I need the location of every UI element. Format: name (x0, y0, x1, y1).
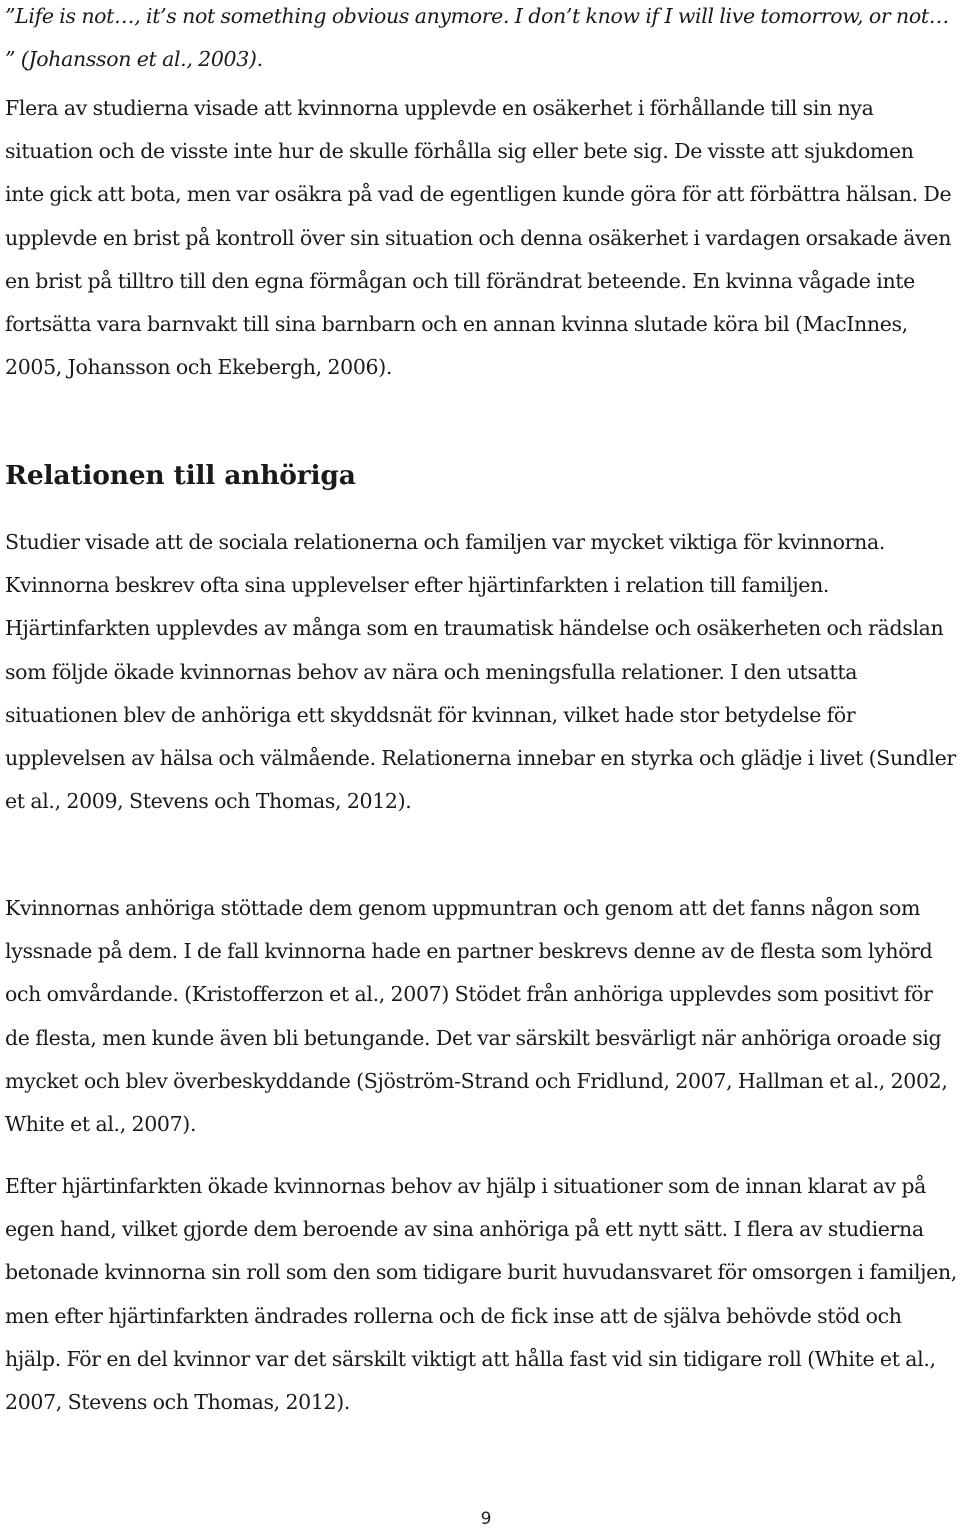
quote-paragraph: ”Life is not…, it’s not something obvious anymore. I don’t know if I will live tomorrow, or not… ” (Johansson et al., 2003). (5, 4, 949, 72)
body-paragraph-support: Kvinnornas anhöriga stöttade dem genom uppmuntran och genom att det fanns någon som lyssnade på dem. I de fall kvinnorna hade en partner beskrevs denne av de flesta som lyhörd och omvårdande. (Kristofferzon et al., 2007) Stödet från anhöriga upplevdes som positivt för de flesta, men kunde även bli betungande. Det var särskilt besvärligt när anhöriga oroade sig mycket och blev överbeskyddande (Sjöström-Strand och Fridlund, 2007, Hallman et al., 2002, White et al., 2007). (5, 896, 948, 1137)
body-paragraph-roles: Efter hjärtinfarkten ökade kvinnornas behov av hjälp i situationer som de innan klarat av på egen hand, vilket gjorde dem beroende av sina anhöriga på ett nytt sätt. I flera av studierna betonade kvinnorna sin roll som den som tidigare burit huvudansvaret för omsorgen i familjen, men efter hjärtinfarkten ändrades rollerna och de fick inse att de själva behövde stöd och hjälp. För en del kvinnor var det särskilt viktigt att hålla fast vid sin tidigare roll (White et al., 2007, Stevens och Thomas, 2012). (5, 1174, 957, 1415)
page-number: 9 (480, 1509, 492, 1529)
body-paragraph-uncertainty: Flera av studierna visade att kvinnorna upplevde en osäkerhet i förhållande till sin nya situation och de visste inte hur de skulle förhålla sig eller bete sig. De visste att sjukdomen inte gick att bota, men var osäkra på vad de egentligen kunde göra för att förbättra hälsan. De upplevde en brist på kontroll över sin situation och denna osäkerhet i vardagen orsakade även en brist på tilltro till den egna förmågan och till förändrat beteende. En kvinna vågade inte fortsätta vara barnvakt till sina barnbarn och en annan kvinna slutade köra bil (MacInnes, 2005, Johansson och Ekebergh, 2006). (5, 96, 952, 380)
body-paragraph-relations: Studier visade att de sociala relationerna och familjen var mycket viktiga för kvinnorna. Kvinnorna beskrev ofta sina upplevelser efter hjärtinfarkten i relation till familjen. Hjärtinfarkten upplevdes av många som en traumatisk händelse och osäkerheten och rädslan som följde ökade kvinnornas behov av nära och meningsfulla relationer. I den utsatta situationen blev de anhöriga ett skyddsnät för kvinnan, vilket hade stor betydelse för upplevelsen av hälsa och välmående. Relationerna innebar en styrka och glädje i livet (Sundler et al., 2009, Stevens och Thomas, 2012). (5, 530, 956, 814)
section-heading: Relationen till anhöriga (5, 460, 356, 491)
